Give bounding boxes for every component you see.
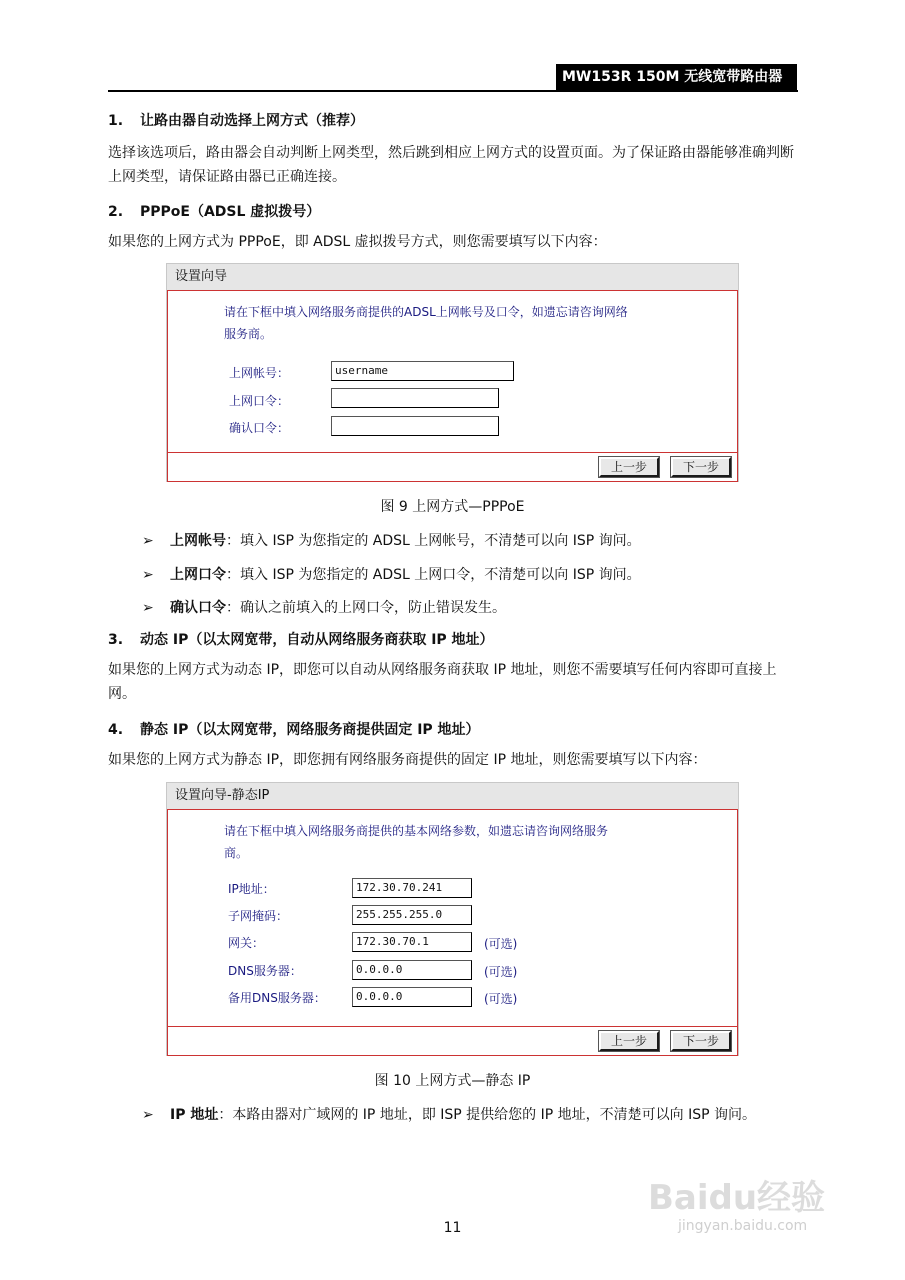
bullet-arrow-icon: ➢ [142,533,154,549]
section-1-title: 让路由器自动选择上网方式（推荐） [140,113,364,129]
static-instruction-line1: 请在下框中填入网络服务商提供的基本网络参数，如遗忘请咨询网络服务 [224,824,609,838]
bullet-ip-address [142,1104,756,1124]
static-next-button[interactable]: 下一步 [671,1031,731,1051]
pppoe-instruction-line1: 请在下框中填入网络服务商提供的ADSL上网帐号及口令，如遗忘请咨询网络 [224,305,628,319]
section-4-heading [108,719,480,739]
section-1-body: 选择该选项后，路由器会自动判断上网类型，然后跳到相应上网方式的设置页面。为了保证路由器能够准确判断上网类型，请保证路由器已正确连接。 [108,145,794,185]
password-input[interactable] [331,388,499,408]
gateway-label: 网关： [228,936,265,950]
backup-dns-input[interactable]: 0.0.0.0 [352,987,472,1007]
bullet-confirm [142,597,506,617]
account-input[interactable]: username [331,361,514,381]
bullet-password-text: ：填入 ISP 为您指定的 ADSL 上网口令，不清楚可以向 ISP 询问。 [226,567,641,583]
watermark-url: jingyan.baidu.com [678,1218,808,1234]
section-1-heading [108,110,364,130]
static-panel-title: 设置向导-静态IP [167,783,738,810]
section-3-number: 3. [108,632,124,648]
static-prev-button[interactable]: 上一步 [599,1031,659,1051]
subnet-mask-input[interactable]: 255.255.255.0 [352,905,472,925]
pppoe-panel-body [167,291,738,452]
pppoe-prev-button[interactable]: 上一步 [599,457,659,477]
section-3-title: 动态 IP（以太网宽带，自动从网络服务商获取 IP 地址） [140,632,494,648]
confirm-password-input[interactable] [331,416,499,436]
bullet-ip-address-term: IP 地址 [170,1107,219,1123]
section-2-heading [108,201,320,221]
bullet-arrow-icon: ➢ [142,1107,154,1123]
subnet-mask-label: 子网掩码： [228,909,289,923]
backup-dns-label: 备用DNS服务器： [228,991,326,1005]
bullet-confirm-term: 确认口令 [170,600,226,616]
backup-dns-optional-note: (可选) [484,992,518,1006]
ip-address-input[interactable]: 172.30.70.241 [352,878,472,898]
section-2-number: 2. [108,204,124,220]
gateway-input[interactable]: 172.30.70.1 [352,932,472,952]
pppoe-instruction-line2: 服务商。 [224,327,273,341]
confirm-password-label: 确认口令： [229,421,290,435]
dns-label: DNS服务器： [228,964,302,978]
gateway-optional-note: (可选) [484,937,518,951]
bullet-ip-address-text: ：本路由器对广域网的 IP 地址，即 ISP 提供给您的 IP 地址，不清楚可以向 ISP 询问。 [218,1107,757,1123]
bullet-account-term: 上网帐号 [170,533,226,549]
section-2-title: PPPoE（ADSL 虚拟拨号） [140,204,321,220]
section-4-title: 静态 IP（以太网宽带，网络服务商提供固定 IP 地址） [140,722,480,738]
watermark-logo: Baidu经验 [648,1178,826,1218]
pppoe-panel-footer [167,452,738,482]
bullet-account-text: ：填入 ISP 为您指定的 ADSL 上网帐号，不清楚可以向 ISP 询问。 [226,533,641,549]
pppoe-panel-title: 设置向导 [167,264,738,291]
pppoe-settings-panel [166,263,739,482]
section-3-heading [108,629,494,649]
figure-9-caption: 图 9 上网方式—PPPoE [380,499,525,515]
bullet-account [142,530,641,550]
dns-optional-note: (可选) [484,965,518,979]
header-rule [108,90,798,92]
section-3-body: 如果您的上网方式为动态 IP，即您可以自动从网络服务商获取 IP 地址，则您不需要填写任何内容即可直接上网。 [108,662,777,702]
section-2-body: 如果您的上网方式为 PPPoE，即 ADSL 虚拟拨号方式，则您需要填写以下内容： [108,234,607,250]
bullet-confirm-text: ：确认之前填入的上网口令，防止错误发生。 [226,600,506,616]
password-label: 上网口令： [229,394,290,408]
section-4-body: 如果您的上网方式为静态 IP，即您拥有网络服务商提供的固定 IP 地址，则您需要填写以下内容： [108,752,707,768]
page-number: 11 [443,1220,462,1236]
section-1-number: 1. [108,113,124,129]
section-4-number: 4. [108,722,124,738]
static-panel-footer [167,1026,738,1056]
account-label: 上网帐号： [229,366,290,380]
bullet-password-term: 上网口令 [170,567,226,583]
bullet-password [142,564,641,584]
static-ip-settings-panel [166,782,739,1056]
figure-10-caption: 图 10 上网方式—静态 IP [374,1073,531,1089]
ip-address-label: IP地址： [228,882,275,896]
dns-input[interactable]: 0.0.0.0 [352,960,472,980]
bullet-arrow-icon: ➢ [142,600,154,616]
static-panel-body [167,810,738,1026]
document-header-title: MW153R 150M 无线宽带路由器 [556,64,797,90]
pppoe-next-button[interactable]: 下一步 [671,457,731,477]
static-instruction-line2: 商。 [224,846,249,860]
bullet-arrow-icon: ➢ [142,567,154,583]
